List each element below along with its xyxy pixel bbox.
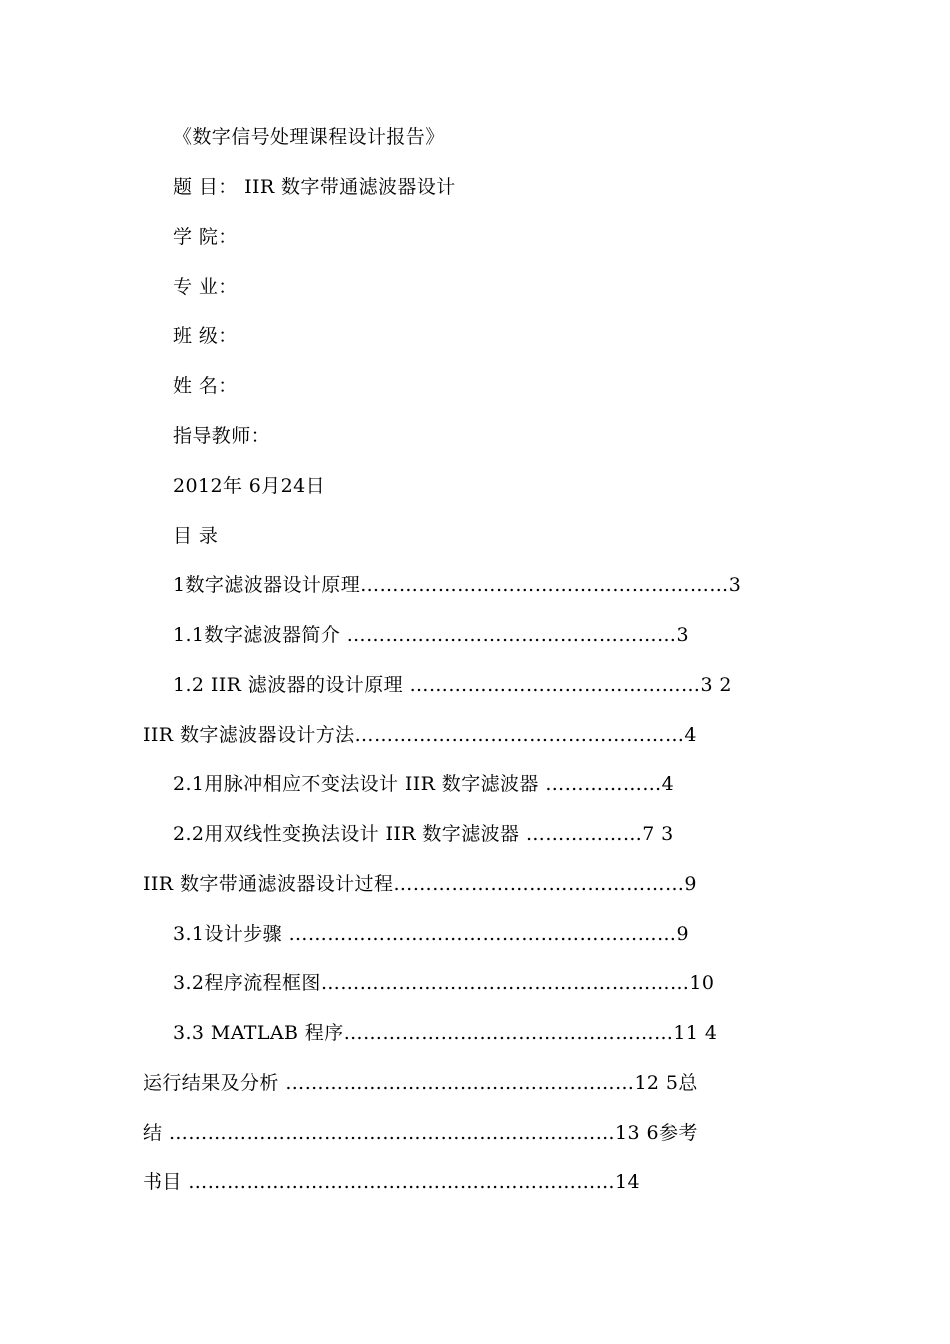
toc-line: 运行结果及分析 ………………………………………………12 5总 (143, 1072, 698, 1094)
toc-line: IIR 数字带通滤波器设计过程………………………………………9 (143, 873, 697, 895)
toc-line: 书目 …………………………………………………………14 (143, 1171, 641, 1193)
advisor-line: 指导教师： (173, 425, 271, 447)
toc-line: 3.1设计步骤 ……………………………………………………9 (173, 923, 689, 945)
date-line: 2012年 6月24日 (173, 475, 326, 497)
toc-line: 1数字滤波器设计原理…………………………………………………3 (173, 574, 742, 596)
toc-line: 1.2 IIR 滤波器的设计原理 ………………………………………3 2 (173, 674, 732, 696)
toc-line: IIR 数字滤波器设计方法……………………………………………4 (143, 724, 697, 746)
name-line: 姓 名： (173, 375, 238, 397)
class-line: 班 级： (173, 325, 238, 347)
toc-line: 3.3 MATLAB 程序……………………………………………11 4 (173, 1022, 718, 1044)
topic-line: 题 目： IIR 数字带通滤波器设计 (173, 176, 456, 198)
toc-line: 2.1用脉冲相应不变法设计 IIR 数字滤波器 ………………4 (173, 773, 675, 795)
toc-line: 2.2用双线性变换法设计 IIR 数字滤波器 ………………7 3 (173, 823, 674, 845)
college-line: 学 院： (173, 226, 238, 248)
toc-heading: 目 录 (173, 525, 219, 547)
toc-line: 结 ……………………………………………………………13 6参考 (143, 1122, 698, 1144)
major-line: 专 业： (173, 276, 238, 298)
report-title: 《数字信号处理课程设计报告》 (173, 126, 445, 148)
toc-line: 3.2程序流程框图…………………………………………………10 (173, 972, 715, 994)
toc-line: 1.1数字滤波器简介 ……………………………………………3 (173, 624, 689, 646)
